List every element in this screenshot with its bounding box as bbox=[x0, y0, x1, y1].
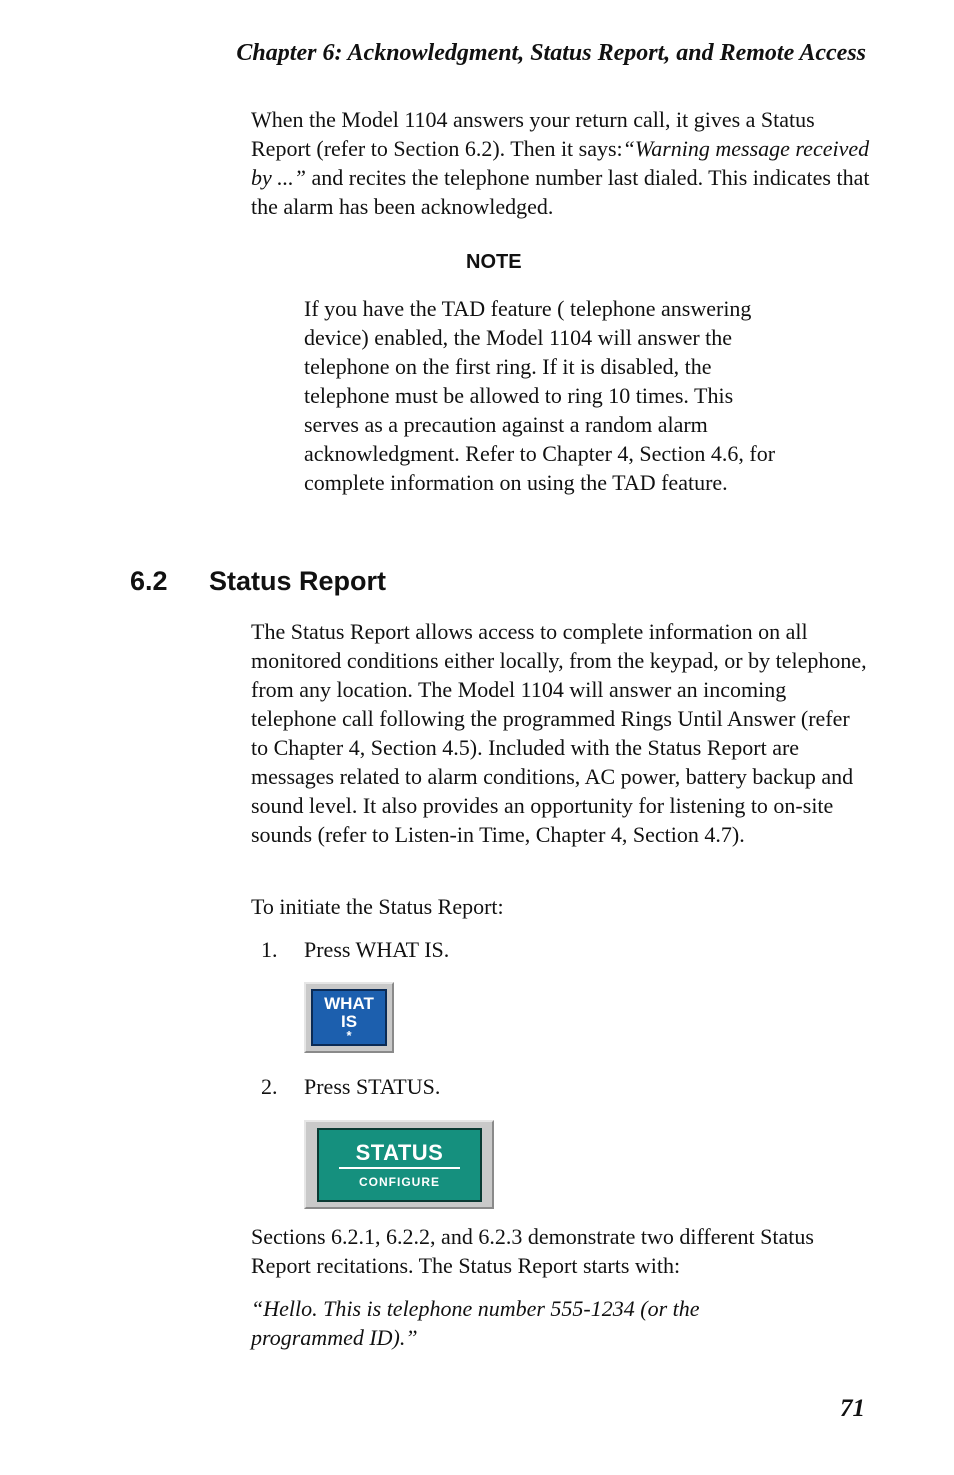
intro-text-before: When the Model 1104 answers your return call, it gives a Status Report (refer to Section 6.2). Then it says: bbox=[251, 107, 815, 161]
what-is-key-label-line1: WHAT bbox=[324, 994, 374, 1013]
step-2 bbox=[261, 1072, 440, 1101]
section-title-text: Status Report bbox=[209, 566, 387, 596]
page-number: 71 bbox=[840, 1395, 865, 1422]
intro-text-after: and recites the telephone number last dialed. This indicates that the alarm has been acknowledged. bbox=[251, 165, 870, 219]
what-is-key[interactable] bbox=[304, 982, 394, 1053]
status-key-divider bbox=[339, 1167, 460, 1169]
step-2-text: Press STATUS. bbox=[304, 1074, 441, 1099]
note-body: If you have the TAD feature ( telephone answering device) enabled, the Model 1104 will answer the telephone on the first ring. If it is disabled, the telephone must be allowed to ring 10 times. This serves as a precaution against a random alarm acknowledgment. Refer to Chapter 4, Section 4.6, for complete information on using the TAD feature. bbox=[304, 296, 776, 495]
intro-quote: “Warning message received by ...” bbox=[251, 136, 870, 190]
what-is-key-label-line2: IS bbox=[340, 1012, 358, 1031]
section-number: 6.2 bbox=[130, 566, 168, 596]
note-title: NOTE bbox=[466, 251, 522, 273]
hello-quote: “Hello. This is telephone number 555-1234 (or the programmed ID).” bbox=[251, 1296, 700, 1350]
status-report-paragraph: The Status Report allows access to complete information on all monitored conditions either locally, from the keypad, or by telephone, from any location. The Model 1104 will answer an incoming telephone call following the programmed Rings Until Answer (refer to Chapter 4, Section 4.5). Included with the Status Report are messages related to alarm conditions, AC power, battery backup and sound level. It also provides an opportunity for listening to on-site sounds (refer to Listen-in Time, Chapter 4, Section 4.7). bbox=[251, 619, 867, 847]
step-1 bbox=[261, 935, 449, 964]
status-key-label: STATUS bbox=[355, 1140, 444, 1165]
step-2-number: 2. bbox=[261, 1074, 278, 1099]
step-1-text: Press WHAT IS. bbox=[304, 937, 450, 962]
initiate-paragraph: To initiate the Status Report: bbox=[251, 894, 504, 919]
status-key[interactable] bbox=[304, 1120, 494, 1209]
running-header: Chapter 6: Acknowledgment, Status Report, and Remote Access bbox=[236, 40, 866, 66]
section-heading bbox=[130, 566, 386, 597]
status-key-face bbox=[317, 1128, 482, 1202]
sections-paragraph: Sections 6.2.1, 6.2.2, and 6.2.3 demonstrate two different Status Report recitations. The Status Report starts with: bbox=[251, 1224, 814, 1278]
status-key-sublabel: CONFIGURE bbox=[359, 1175, 440, 1189]
what-is-key-asterisk: * bbox=[346, 1028, 352, 1043]
what-is-key-face bbox=[311, 989, 387, 1046]
step-1-number: 1. bbox=[261, 937, 278, 962]
intro-paragraph bbox=[251, 105, 871, 221]
